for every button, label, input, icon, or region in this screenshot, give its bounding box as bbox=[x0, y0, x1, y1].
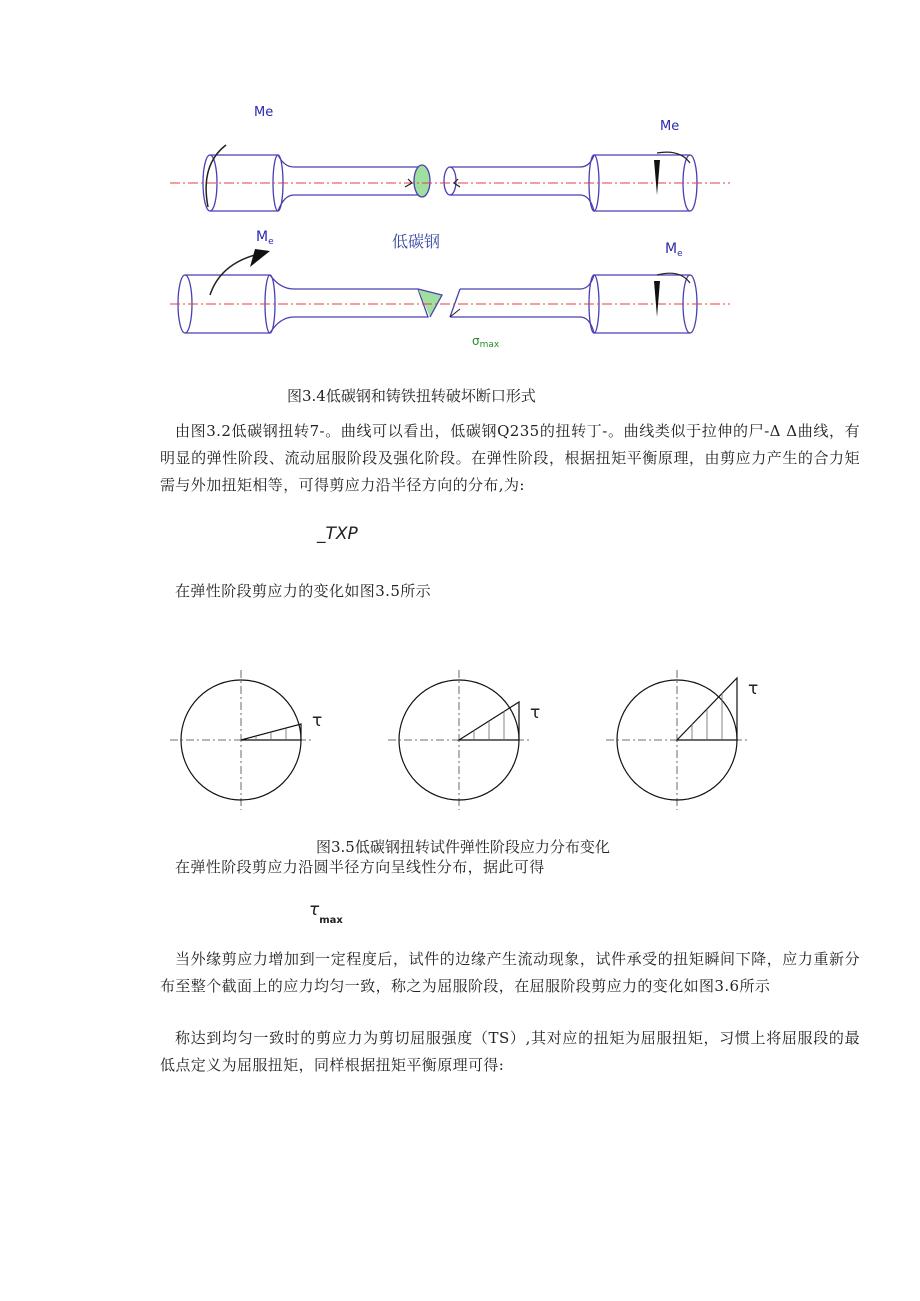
formula-2-subscript: max bbox=[319, 915, 343, 926]
stress-circle-3 bbox=[606, 670, 758, 810]
formula-1: _TXP bbox=[317, 524, 358, 544]
paragraph-1: 由图3.2低碳钢扭转7-。曲线可以看出，低碳钢Q235的扭转丁-。曲线类似于拉伸的尸-Δ Δ曲线，有明显的弹性阶段、流动屈服阶段及强化阶段。在弹性阶段，根据扭矩平衡原理，由剪应力产生的合力矩需与外加扭矩相等，可得剪应力沿半径方向的分布,为: bbox=[160, 422, 860, 494]
paragraph-5: 称达到均匀一致时的剪应力为剪切屈服强度（TS）,其对应的扭矩为屈服扭矩，习惯上将屈服段的最低点定义为屈服扭矩，同样根据扭矩平衡原理可得: bbox=[160, 1029, 860, 1074]
low-carbon-steel-label: 低碳钢 bbox=[392, 232, 441, 251]
paragraph-4: 当外缘剪应力增加到一定程度后，试件的边缘产生流动现象，试件承受的扭矩瞬间下降，应力重新分布至整个截面上的应力均匀一致，称之为屈服阶段，在屈服阶段剪应力的变化如图3.6所示 bbox=[160, 950, 860, 995]
sigma-max-label: σmax bbox=[472, 334, 500, 350]
tau-label-2: τ bbox=[530, 703, 541, 723]
m-label-bottom-right: $M_e$ bbox=[665, 241, 683, 259]
figure-3-4 bbox=[160, 95, 760, 355]
figure-3-4-caption: 图3.4低碳钢和铸铁扭转破坏断口形式 bbox=[287, 387, 536, 405]
figure-3-5 bbox=[170, 660, 790, 820]
m-label-bottom-left: $M_e$ bbox=[256, 229, 274, 247]
me-label-top-right: Me bbox=[660, 119, 680, 134]
formula-2 bbox=[309, 900, 343, 926]
stress-circle-2 bbox=[388, 670, 540, 810]
paragraph-3: 在弹性阶段剪应力沿圆半径方向呈线性分布，据此可得 bbox=[175, 858, 545, 876]
formula-2-symbol: τ bbox=[309, 900, 320, 920]
me-label-top-left: Me bbox=[254, 105, 274, 120]
bottom-right-torque-arrow-icon bbox=[654, 281, 660, 317]
tau-label-1: τ bbox=[312, 711, 323, 731]
figure-3-5-caption: 图3.5低碳钢扭转试件弹性阶段应力分布变化 bbox=[316, 838, 610, 856]
top-specimen-left bbox=[200, 155, 430, 235]
stress-circle-1 bbox=[170, 670, 322, 810]
top-right-torque-arrow-icon bbox=[654, 160, 660, 195]
tau-label-3: τ bbox=[748, 679, 759, 699]
paragraph-2: 在弹性阶段剪应力的变化如图3.5所示 bbox=[175, 582, 432, 600]
